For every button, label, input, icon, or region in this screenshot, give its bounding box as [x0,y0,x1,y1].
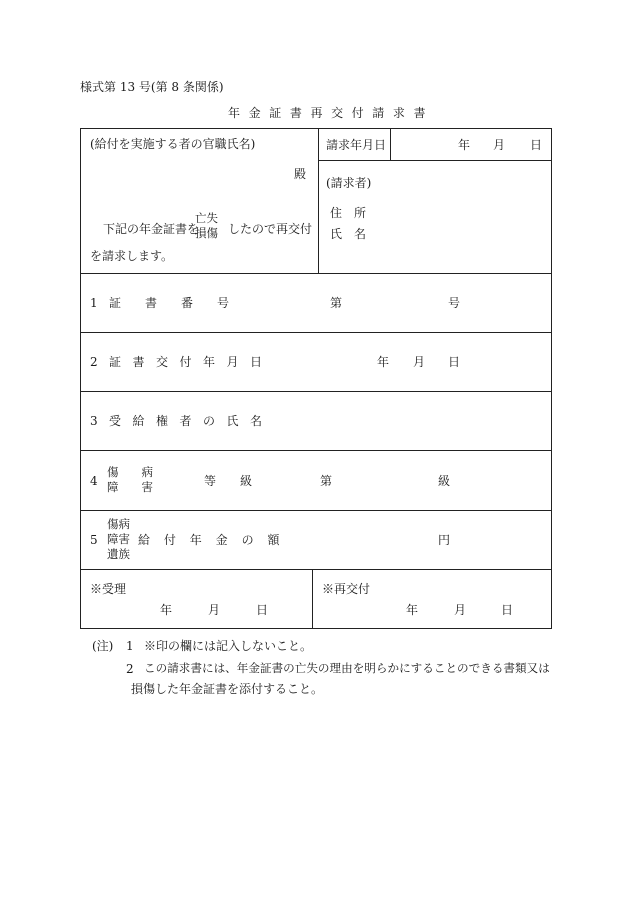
top-divider [318,128,319,273]
reason-lost: 亡失 [195,211,218,225]
date-row-line [318,160,552,161]
row1-label: 証 書 番 号 [109,296,230,310]
row4-prefix: 第 [320,474,333,488]
table-border-left [80,128,81,629]
document-title: 年 金 証 書 再 交 付 請 求 書 [228,106,428,120]
row2-month: 月 [413,355,426,369]
form-number: 様式第 13 号(第 8 条関係) [80,80,224,94]
honorific: 殿 [294,167,307,181]
note2-text-line2: 損傷した年金証書を添付すること。 [131,682,324,696]
row5-stack-injury: 傷病 [107,517,130,531]
receipt-year: 年 [160,603,173,617]
row-line-3 [80,391,552,392]
reissue-month: 月 [454,603,467,617]
requester-label: (請求者) [326,176,372,190]
bottom-divider [312,569,313,629]
note1-number: 1 [126,639,134,653]
note2-text-line1: この請求書には、年金証書の亡失の理由を明らかにすることのできる書類又は [144,661,550,675]
row2-label: 証 書 交 付 年 月 日 [109,355,266,369]
row4-stack-injury: 傷 病 [107,465,153,479]
request-end: を請求します。 [90,249,174,263]
row-line-2 [80,332,552,333]
row1-prefix: 第 [330,296,343,310]
reissue-year: 年 [406,603,419,617]
request-prefix: 下記の年金証書を [103,222,200,236]
row1-suffix: 号 [448,296,461,310]
row3-number: 3 [90,414,98,428]
row1-number: 1 [90,296,98,310]
reissue-label: ※再交付 [322,582,371,596]
addressee-label: (給付を実施する者の官職氏名) [90,137,256,151]
table-border-right [551,128,552,629]
row4-suffix: 級 [438,474,451,488]
reason-stack [195,211,218,241]
row4-label: 等 級 [204,474,253,488]
note2-number: 2 [126,662,134,676]
date-divider [390,128,391,160]
receipt-month: 月 [208,603,221,617]
reissue-day: 日 [501,603,514,617]
date-day: 日 [530,138,543,152]
date-month: 月 [493,138,506,152]
receipt-label: ※受理 [90,582,127,596]
row-line-4 [80,450,552,451]
row5-suffix: 円 [438,533,451,547]
row3-label: 受 給 権 者 の 氏 名 [109,414,266,428]
row4-number: 4 [90,474,98,488]
row-line-1 [80,273,552,274]
notes-label: (注) [92,639,114,653]
row5-number: 5 [90,533,98,547]
row5-stack-survivor: 遺族 [107,547,130,561]
row2-day: 日 [448,355,461,369]
row5-label: 給 付 年 金 の 額 [138,533,285,547]
row4-stack [107,465,153,495]
row5-stack-disability: 障害 [107,532,130,546]
date-year: 年 [458,138,471,152]
request-suffix: したので再交付 [228,222,313,236]
row2-year: 年 [377,355,390,369]
row-line-6 [80,569,552,570]
receipt-day: 日 [256,603,269,617]
row2-number: 2 [90,355,98,369]
reason-damaged: 損傷 [195,226,218,240]
date-label: 請求年月日 [326,138,387,152]
row5-stack [107,517,130,562]
address-label: 住 所 [330,206,367,220]
name-label: 氏 名 [330,227,367,241]
note1-text: ※印の欄には記入しないこと。 [144,639,313,653]
table-border-top [80,128,552,129]
row4-stack-disability: 障 害 [107,480,153,494]
row-line-5 [80,510,552,511]
table-border-bottom [80,628,552,629]
